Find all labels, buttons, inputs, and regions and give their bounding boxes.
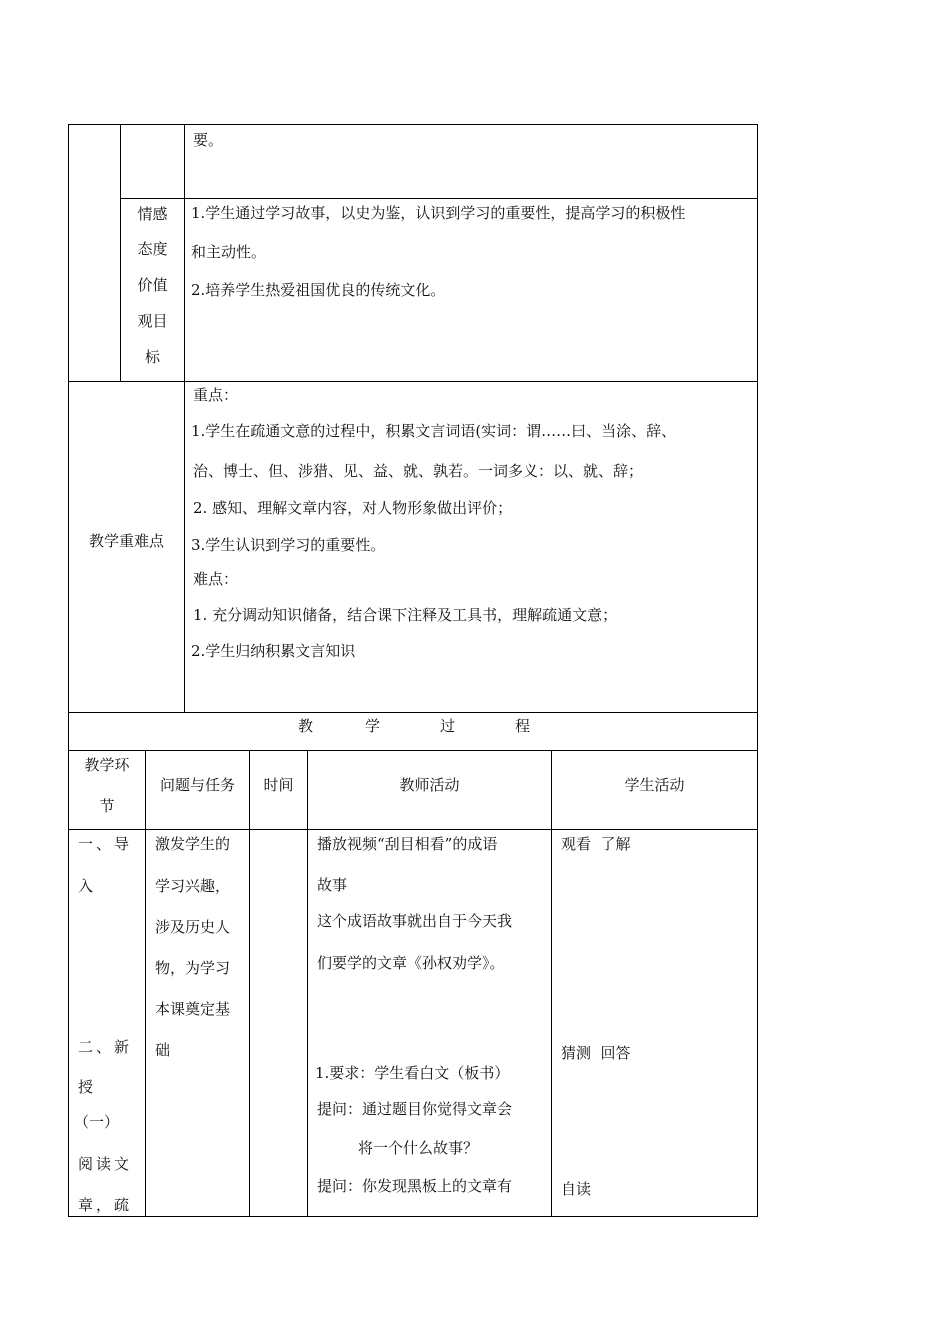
task-line: 物，为学习 [155, 959, 231, 977]
key-point-line: 治、博士、但、涉猎、见、益、就、孰若。一词多义：以、就、辞； [193, 462, 644, 480]
stage-line: 章，疏 [78, 1196, 133, 1214]
header-task: 问题与任务 [159, 776, 235, 794]
key-point-line: 难点： [193, 570, 239, 588]
emotion-label-line: 情感 [137, 205, 168, 223]
task-line: 本课奠定基 [155, 1000, 231, 1018]
process-title-top-border [68, 712, 758, 713]
stage-line: 二、新 [78, 1038, 133, 1056]
key-point-line: 3.学生认识到学习的重要性。 [191, 536, 386, 554]
task-line: 激发学生的 [155, 835, 231, 853]
key-point-line: 1.学生在疏通文意的过程中，积累文言词语(实词：谓……曰、当涂、辞、 [191, 422, 677, 440]
header-teacher: 教师活动 [399, 776, 460, 794]
teacher-line: 这个成语故事就出自于今天我 [317, 912, 513, 930]
process-title-char: 过 [440, 717, 456, 735]
task-line: 学习兴趣， [155, 877, 231, 895]
top-row-divider [120, 198, 758, 199]
process-header-bottom-border [68, 829, 758, 830]
teacher-line: 将一个什么故事？ [358, 1139, 479, 1157]
process-col-divider-2 [249, 750, 250, 1217]
table-border-left [68, 124, 69, 1217]
teacher-line: 故事 [317, 876, 348, 894]
header-time: 时间 [263, 776, 294, 794]
key-point-line: 1. 充分调动知识储备，结合课下注释及工具书，理解疏通文意； [193, 606, 618, 624]
stage-line: 授 [78, 1078, 94, 1096]
stage-line: （一） [74, 1113, 120, 1131]
emotion-label-line: 观目 [137, 312, 168, 330]
process-col-divider-3 [307, 750, 308, 1217]
stage-line: 一、导 [78, 835, 133, 853]
teacher-line: 1.要求：学生看白文（板书） [315, 1064, 510, 1082]
key-point-line: 2. 感知、理解文章内容，对人物形象做出评价； [193, 499, 513, 517]
table-border-right [757, 124, 758, 1217]
process-col-divider-1 [145, 750, 146, 1217]
process-title-char: 程 [515, 717, 531, 735]
continuation-text: 要。 [193, 131, 224, 149]
teacher-line: 播放视频“刮目相看”的成语 [317, 835, 498, 853]
key-point-line: 2.学生归纳积累文言知识 [191, 642, 356, 660]
teacher-line: 们要学的文章《孙权劝学》。 [317, 954, 505, 972]
emotion-line: 2.培养学生热爱祖国优良的传统文化。 [191, 281, 446, 299]
student-line: 猜测 回答 [561, 1044, 631, 1062]
table-border-bottom [68, 1216, 758, 1217]
emotion-line: 和主动性。 [191, 243, 267, 261]
emotion-line: 1.学生通过学习故事，以史为鉴，认识到学习的重要性，提高学习的积极性 [191, 204, 686, 222]
key-points-label: 教学重难点 [88, 532, 164, 550]
header-stage-line: 节 [99, 797, 115, 815]
teacher-line: 提问：你发现黑板上的文章有 [317, 1177, 513, 1195]
stage-line: 阅读文 [78, 1155, 133, 1173]
emotion-label-line: 价值 [137, 276, 168, 294]
emotion-label-line: 标 [144, 348, 160, 366]
top-col-divider-2 [184, 124, 185, 712]
process-header-top-border [68, 750, 758, 751]
student-line: 自读 [561, 1180, 592, 1198]
task-line: 础 [155, 1041, 171, 1059]
key-points-top-border [68, 381, 758, 382]
stage-line: 入 [78, 877, 94, 895]
process-title-char: 学 [365, 717, 381, 735]
process-title-char: 教 [298, 717, 314, 735]
task-line: 涉及历史人 [155, 918, 231, 936]
header-stage-line: 教学环 [84, 756, 130, 774]
key-point-line: 重点： [193, 386, 239, 404]
emotion-label-line: 态度 [137, 240, 168, 258]
header-student: 学生活动 [624, 776, 685, 794]
table-border-top [68, 124, 758, 125]
student-line: 观看 了解 [561, 835, 631, 853]
teacher-line: 提问：通过题目你觉得文章会 [317, 1100, 513, 1118]
process-col-divider-4 [551, 750, 552, 1217]
